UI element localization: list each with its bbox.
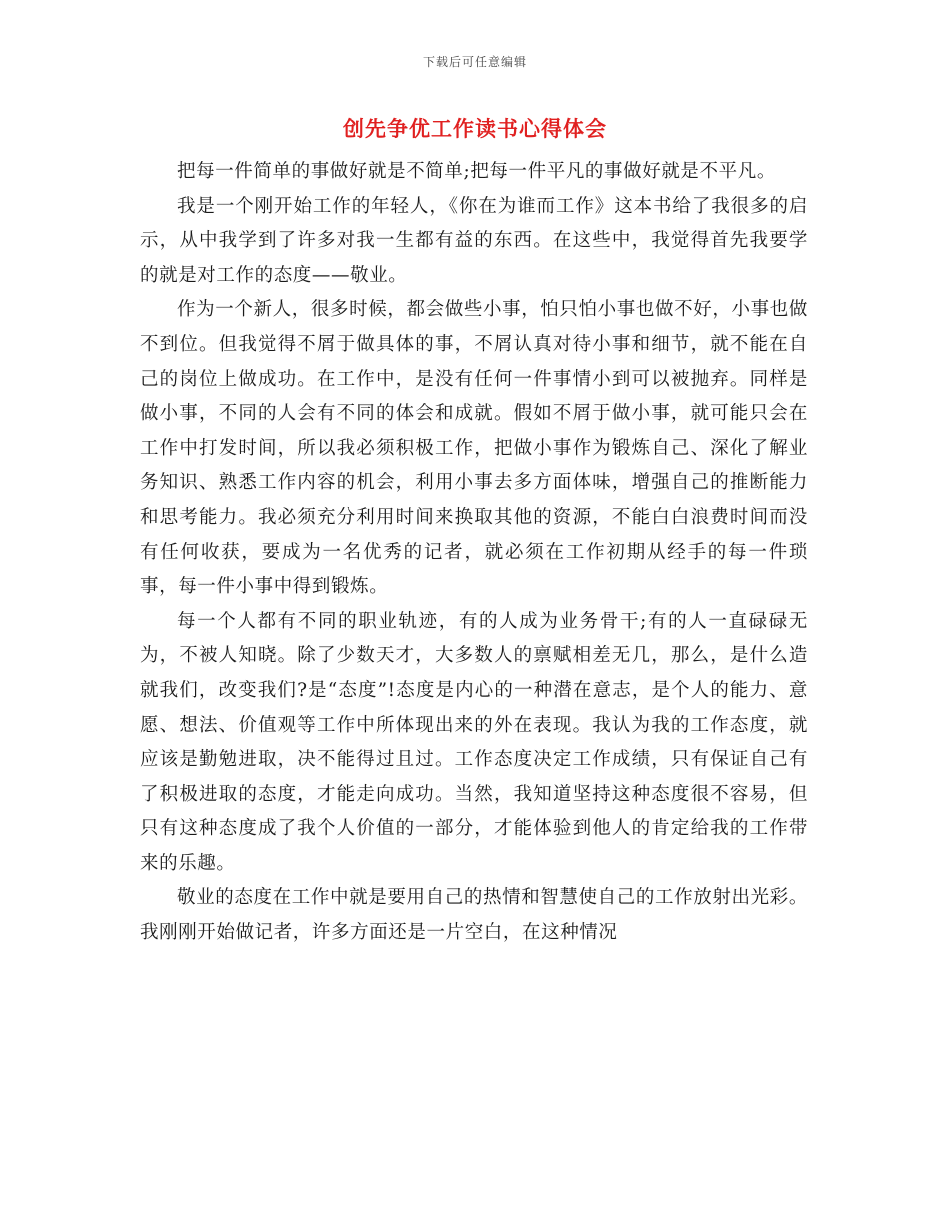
paragraph: 我是一个刚开始工作的年轻人，《你在为谁而工作》这本书给了我很多的启示，从中我学到了许多对我一生都有益的东西。在这些中，我觉得首先我要学的就是对工作的态度——敬业。: [140, 195, 808, 286]
paragraph: 作为一个新人，很多时候，都会做些小事，怕只怕小事也做不好，小事也做不到位。但我觉得不屑于做具体的事，不屑认真对待小事和细节，就不能在自己的岗位上做成功。在工作中，是没有任何一件事情小到可以被抛弃。同样是做小事，不同的人会有不同的体会和成就。假如不屑于做小事，就可能只会在工作中打发时间，所以我必须积极工作，把做小事作为锻炼自己、深化了解业务知识、熟悉工作内容的机会，利用小事去多方面体味，增强自己的推断能力和思考能力。我必须充分利用时间来换取其他的资源，不能白白浪费时间而没有任何收获，要成为一名优秀的记者，就必须在工作初期从经手的每一件琐事，每一件小事中得到锻炼。: [140, 299, 808, 598]
paragraph: 把每一件简单的事做好就是不简单;把每一件平凡的事做好就是不平凡。: [177, 161, 776, 182]
paragraph: 每一个人都有不同的职业轨迹，有的人成为业务骨干;有的人一直碌碌无为，不被人知晓。除了少数天才，大多数人的禀赋相差无几，那么，是什么造就我们，改变我们?是“态度”!态度是内心的一种潜在意志，是个人的能力、意愿、想法、价值观等工作中所体现出来的外在表现。我认为我的工作态度，就应该是勤勉进取，决不能得过且过。工作态度决定工作成绩，只有保证自己有了积极进取的态度，才能走向成功。当然，我知道坚持这种态度很不容易，但只有这种态度成了我个人价值的一部分，才能体验到他人的肯定给我的工作带来的乐趣。: [140, 610, 808, 874]
paragraph: 敬业的态度在工作中就是要用自己的热情和智慧使自己的工作放射出光彩。我刚刚开始做记者，许多方面还是一片空白，在这种情况: [140, 887, 808, 944]
document-title: 创先争优工作读书心得体会: [343, 116, 607, 141]
document-body: [140, 155, 808, 951]
header-note: 下载后可任意编辑: [422, 55, 527, 69]
